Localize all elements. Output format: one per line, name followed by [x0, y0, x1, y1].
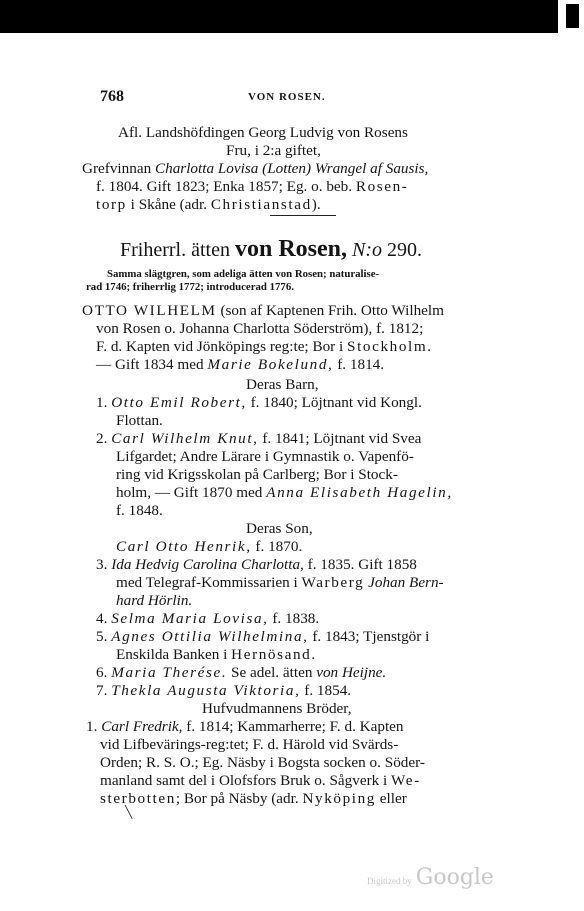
head-text: f. 1814.	[333, 356, 385, 373]
child-3-line-3: hard Hörlin.	[116, 592, 193, 609]
child-details: f. 1840; Löjtnant vid Kongl.	[246, 394, 422, 411]
child-reference: von Heijne.	[316, 664, 387, 681]
brother-text: eller	[376, 790, 407, 807]
child-text: med Telegraf-Kommissarien i	[116, 574, 302, 591]
child-spouse: Anna Elisabeth Hagelin,	[266, 484, 453, 501]
brother-text: ; Bor på Näsby (adr.	[175, 790, 303, 807]
head-parentage: (son af Kaptenen Frih. Otto Wilhelm	[216, 302, 444, 319]
child-details: Se adel. ätten	[227, 664, 317, 681]
child-5-line-2	[116, 646, 317, 664]
child-5	[96, 628, 429, 646]
prev-entry-text: Grefvinnan	[82, 160, 155, 177]
prev-entry-line-4	[96, 178, 408, 196]
section-title	[120, 236, 422, 263]
prev-entry-place: torp	[96, 196, 127, 213]
brother-place: We-	[391, 772, 421, 789]
child-details: f. 1843; Tjenstgör i	[308, 628, 430, 645]
child-2-line-3: ring vid Krigsskolan på Carlberg; Bor i Stock-	[116, 466, 398, 483]
child-1	[96, 394, 422, 412]
child-3-line-2	[116, 574, 444, 592]
child-1-line-2: Flottan.	[116, 412, 163, 429]
child-place: Warberg	[301, 574, 365, 591]
child-4	[96, 610, 319, 628]
head-text: F. d. Kapten vid Jönköpings reg:te; Bor i	[96, 338, 348, 355]
head-text: — Gift 1834 med	[96, 356, 208, 373]
prev-entry-name: Charlotta Lovisa (Lotten) Wrangel af Sausis,	[154, 160, 429, 177]
child-spouse: Johan Bern-	[364, 574, 444, 591]
prev-entry-text: f. 1804. Gift 1823; Enka 1857; Eg. o. beb.	[96, 178, 356, 195]
page-number: 768	[100, 88, 124, 105]
head-name: OTTO WILHELM	[82, 302, 217, 319]
brother-1	[86, 718, 404, 736]
watermark-brand: Google	[415, 865, 494, 890]
brother-text: manland samt del i Olofsfors Bruk o. Sågverk i	[100, 772, 392, 789]
scan-border-top	[0, 0, 558, 33]
prev-entry-place: Rosen-	[355, 178, 409, 195]
child-2-line-4	[116, 484, 453, 502]
brother-name: Carl Fredrik,	[101, 718, 183, 735]
head-spouse: Marie Bokelund,	[207, 356, 334, 373]
children-heading: Deras Barn,	[246, 376, 319, 393]
watermark	[367, 865, 494, 890]
child-text: Enskilda Banken i	[116, 646, 232, 663]
prev-entry-text: ).	[311, 196, 321, 213]
child-3	[96, 556, 417, 574]
head-entry-line-3	[96, 338, 433, 356]
child-name: Otto Emil Robert,	[111, 394, 247, 411]
grandchild	[116, 538, 302, 556]
child-name: Selma Maria Lovisa,	[111, 610, 269, 627]
child-6	[96, 664, 386, 682]
child-number: 6.	[96, 664, 108, 681]
child-details: f. 1854.	[300, 682, 352, 699]
brother-number: 1.	[86, 718, 98, 735]
grandchild-details: f. 1870.	[251, 538, 303, 555]
brother-details: f. 1814; Kammarherre; F. d. Kapten	[182, 718, 404, 735]
title-family: von Rosen,	[234, 236, 347, 262]
brothers-heading: Hufvudmannens Bröder,	[202, 700, 352, 717]
child-2-line-2: Lifgardet; Andre Lärare i Gymnastik o. Vapenfö-	[116, 448, 414, 465]
running-head: VON ROSEN.	[248, 91, 326, 103]
prev-entry-place: Christianstad	[210, 196, 312, 213]
child-number: 4.	[96, 610, 108, 627]
section-note-1: Samma slägtgren, som adeliga ätten von Rosen; naturalise-	[107, 268, 380, 280]
head-entry-line-1	[82, 302, 444, 320]
child-name: Ida Hedvig Carolina Charlotta,	[111, 556, 304, 573]
child-2	[96, 430, 421, 448]
head-place: Stockholm.	[347, 338, 433, 355]
brother-place: Nyköping	[302, 790, 376, 807]
scan-edge-mark	[566, 4, 579, 28]
section-note-2: rad 1746; friherrlig 1772; introducerad 1776.	[86, 281, 294, 293]
head-entry-line-2: von Rosen o. Johanna Charlotta Söderström), f. 1812;	[96, 320, 424, 337]
brother-1-line-5	[100, 790, 407, 808]
child-number: 7.	[96, 682, 108, 699]
child-details: f. 1835. Gift 1858	[303, 556, 417, 573]
brother-1-line-3: Orden; R. S. O.; Eg. Näsby i Bogsta socken o. Söder-	[100, 754, 425, 771]
child-name: Maria Therése.	[111, 664, 228, 681]
section-divider	[270, 215, 336, 216]
child-number: 2.	[96, 430, 108, 447]
child-name: Carl Wilhelm Knut,	[111, 430, 259, 447]
child-details: f. 1838.	[268, 610, 320, 627]
watermark-by: Digitized by	[367, 876, 412, 886]
child-number: 1.	[96, 394, 108, 411]
child-place: Hernösand.	[231, 646, 317, 663]
prev-entry-line-1: Afl. Landshöfdingen Georg Ludvig von Rosens	[118, 124, 408, 141]
prev-entry-text: i Skåne (adr.	[126, 196, 211, 213]
prev-entry-line-3	[82, 160, 428, 178]
head-entry-line-4	[96, 356, 384, 374]
child-number: 5.	[96, 628, 108, 645]
child-text: holm, — Gift 1870 med	[116, 484, 267, 501]
child-details: f. 1841; Löjtnant vid Svea	[258, 430, 422, 447]
child-name: Thekla Augusta Viktoria,	[111, 682, 301, 699]
grandchild-name: Carl Otto Henrik,	[116, 538, 252, 555]
child-number: 3.	[96, 556, 108, 573]
prev-entry-line-5	[96, 196, 321, 214]
stray-mark: ╲	[125, 805, 133, 819]
child-2-line-5: f. 1848.	[116, 502, 163, 519]
brother-place: sterbotten	[100, 790, 176, 807]
prev-entry-line-2: Fru, i 2:a giftet,	[226, 142, 321, 159]
child-7	[96, 682, 351, 700]
grandchild-heading: Deras Son,	[246, 520, 313, 537]
brother-1-line-2: vid Lifbevärings-reg:tet; F. d. Härold vid Svärds-	[100, 736, 399, 753]
title-no-label: N:o	[347, 239, 382, 261]
title-number: 290.	[382, 239, 422, 261]
brother-1-line-4	[100, 772, 421, 790]
child-name: Agnes Ottilia Wilhelmina,	[111, 628, 309, 645]
title-prefix: Friherrl. ätten	[120, 239, 235, 261]
